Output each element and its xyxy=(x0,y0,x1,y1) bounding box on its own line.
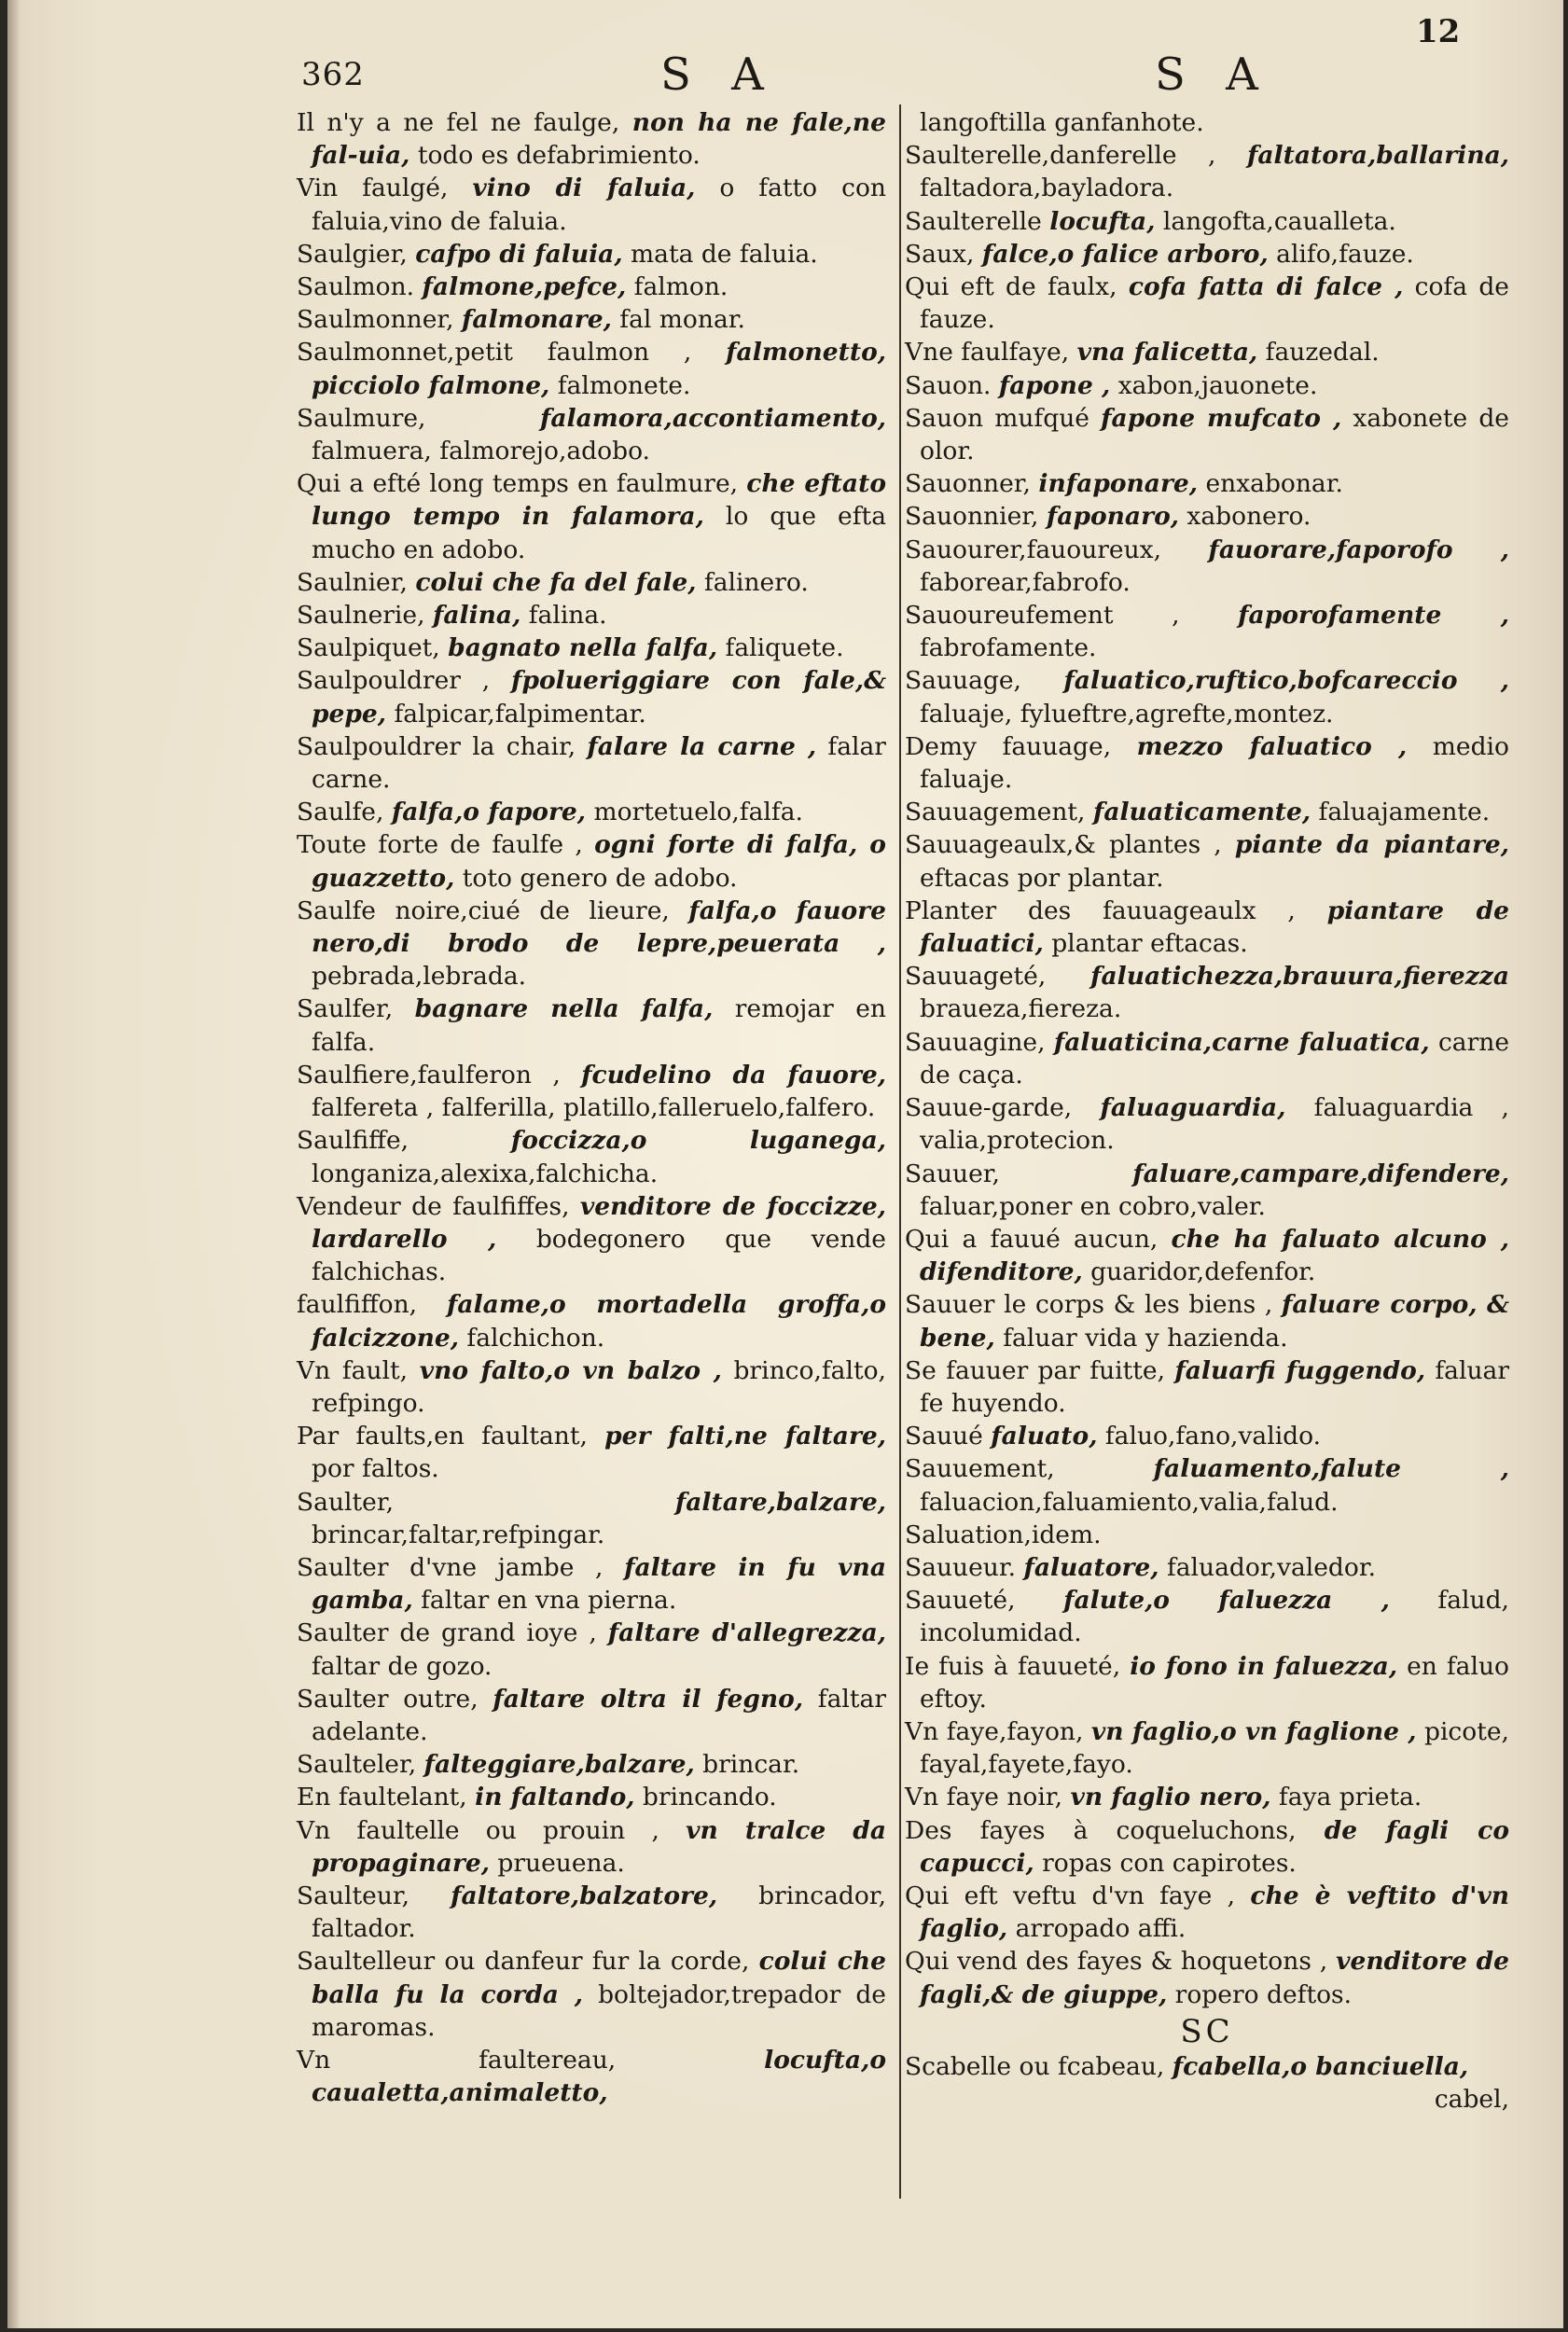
entry-french: Sauonner, xyxy=(905,469,1031,499)
entry-french: Saulter, xyxy=(297,1487,395,1517)
entry-italian: falmonare, xyxy=(462,305,612,335)
dictionary-entry xyxy=(297,796,886,828)
entry-spanish: faltar de gozo. xyxy=(312,1651,493,1681)
entry-french: Se fauuer par fuitte, xyxy=(905,1355,1166,1385)
entry-french: langoftilla ganfanhote. xyxy=(920,108,1204,137)
entry-italian: fauorare,faporofo , xyxy=(1208,534,1509,564)
entry-french: Vn faultelle ou prouin , xyxy=(297,1815,659,1845)
dictionary-entry xyxy=(297,828,886,894)
entry-french: Saulter d'vne jambe , xyxy=(297,1552,604,1582)
entry-italian: vno falto,o vn balzo , xyxy=(419,1355,722,1385)
entry-french: Sauué xyxy=(905,1422,983,1451)
entry-french: Sauourer,fauoureux, xyxy=(905,534,1162,564)
entry-spanish: boltejador,trepador de maromas. xyxy=(312,1979,886,2042)
dictionary-entry xyxy=(905,139,1509,204)
entry-spanish: falfereta , falferilla, platillo,falleruelo,falfero. xyxy=(312,1093,876,1123)
dictionary-entry xyxy=(905,1650,1509,1715)
entry-italian: venditore de fagli,& de giuppe, xyxy=(920,1947,1509,2009)
entry-french: Saulgier, xyxy=(297,239,408,269)
dictionary-entry xyxy=(297,1124,886,1189)
dictionary-entry xyxy=(905,730,1509,796)
dictionary-entry xyxy=(297,599,886,632)
dictionary-entry xyxy=(297,1880,886,1945)
dictionary-entry xyxy=(297,1551,886,1617)
dictionary-entry xyxy=(905,1781,1509,1813)
entry-spanish: xabonete de olor. xyxy=(920,403,1509,466)
entry-italian: faltare,balzare, xyxy=(674,1487,886,1517)
entry-spanish: falmon. xyxy=(633,272,728,302)
entry-italian: faluaticamente, xyxy=(1092,798,1311,827)
dictionary-entry xyxy=(905,599,1509,664)
entry-french: Saulpouldrer la chair, xyxy=(297,731,576,761)
entry-french: Saux, xyxy=(905,239,975,269)
entry-spanish: faltar en vna pierna. xyxy=(421,1586,677,1616)
entry-spanish: mata de faluia. xyxy=(631,239,818,269)
entry-french: Sauuagement, xyxy=(905,798,1086,827)
entry-italian: faluarfi fuggendo, xyxy=(1174,1355,1426,1385)
entry-french: Sauon mufqué xyxy=(905,403,1089,433)
entry-spanish: en faluo eftoy. xyxy=(920,1651,1509,1714)
dictionary-entry xyxy=(905,895,1509,960)
entry-spanish: longaniza,alexixa,falchicha. xyxy=(312,1159,659,1188)
entry-french: Saulterelle,danferelle , xyxy=(905,141,1216,171)
entry-spanish: picote, fayal,fayete,fayo. xyxy=(920,1716,1509,1780)
dictionary-entry xyxy=(297,1945,886,2044)
entry-italian: faltatora,ballarina, xyxy=(1246,141,1509,171)
entry-spanish: fauzedal. xyxy=(1265,338,1380,368)
entry-french: Saulteler, xyxy=(297,1750,417,1780)
entry-french: Saulfer, xyxy=(297,994,394,1024)
dictionary-page xyxy=(7,0,1563,2328)
entry-spanish: alifo,fauze. xyxy=(1276,239,1414,269)
dictionary-entry xyxy=(905,828,1509,894)
entry-spanish: o fatto con faluia,vino de faluia. xyxy=(312,174,886,236)
entry-italian: falfa,o fauore nero,di brodo de lepre,peuerata , xyxy=(312,895,886,959)
dictionary-entry xyxy=(297,238,886,271)
entry-spanish: faltar adelante. xyxy=(312,1684,886,1746)
dictionary-entry xyxy=(905,1551,1509,1584)
dictionary-entry xyxy=(905,960,1509,1025)
spine-shadow xyxy=(7,0,21,2328)
entry-italian: vn faglio,o vn faglione , xyxy=(1090,1716,1417,1746)
entry-french: Sauonnier, xyxy=(905,502,1039,532)
entry-italian: faluare corpo, & bene, xyxy=(920,1290,1509,1353)
dictionary-entry xyxy=(905,1519,1509,1551)
dictionary-entry xyxy=(297,730,886,796)
entry-spanish: faborear,fabrofo. xyxy=(920,567,1131,597)
entry-spanish: ropas con capirotes. xyxy=(1042,1848,1297,1878)
dictionary-entry xyxy=(297,1814,886,1880)
entry-spanish: falpicar,falpimentar. xyxy=(394,699,646,729)
dictionary-entry xyxy=(297,1059,886,1124)
entry-french: Sauue-garde, xyxy=(905,1093,1073,1123)
entry-french: Saulpouldrer , xyxy=(297,666,491,696)
dictionary-entry xyxy=(905,1420,1509,1452)
entry-french: Sauoureufement , xyxy=(905,601,1180,631)
entry-french: Vn faultereau, xyxy=(297,2045,617,2075)
entry-spanish: medio faluaje. xyxy=(920,731,1509,795)
entry-spanish: brincar,faltar,refpingar. xyxy=(312,1520,605,1549)
entry-italian: fapone mufcato , xyxy=(1101,403,1342,433)
dictionary-entry xyxy=(297,271,886,303)
dictionary-entry xyxy=(905,2050,1509,2083)
entry-spanish: langofta,caualleta. xyxy=(1162,206,1396,236)
entry-italian: piantare de faluatici, xyxy=(920,895,1509,959)
entry-italian: fpolueriggiare con fale,& pepe, xyxy=(312,666,886,729)
dictionary-entry xyxy=(905,1223,1509,1288)
dictionary-entry xyxy=(297,566,886,599)
entry-french: Saultelleur ou danfeur fur la corde, xyxy=(297,1947,750,1977)
entry-italian: vna falicetta, xyxy=(1076,338,1258,368)
entry-italian: locufta, xyxy=(1049,206,1156,236)
entry-spanish: falchichon. xyxy=(466,1323,605,1353)
dictionary-entry xyxy=(905,369,1509,402)
entry-french: Sauueté, xyxy=(905,1586,1016,1616)
dictionary-entry xyxy=(297,303,886,336)
entry-french: Sauueur. xyxy=(905,1552,1017,1582)
entry-spanish: falud, incolumidad. xyxy=(920,1586,1509,1648)
entry-italian: falce,o falice arboro, xyxy=(981,239,1269,269)
dictionary-entry xyxy=(905,106,1509,139)
entry-french: Saulmonner, xyxy=(297,305,454,335)
entry-spanish: cofa de fauze. xyxy=(920,272,1509,335)
dictionary-entry xyxy=(297,1190,886,1289)
dictionary-entry xyxy=(297,106,886,172)
running-head-left: S A xyxy=(660,49,777,101)
entry-french: Ie fuis à fauueté, xyxy=(905,1651,1121,1681)
entry-italian: foccizza,o luganega, xyxy=(510,1126,886,1156)
entry-italian: vn faglio nero, xyxy=(1070,1783,1271,1812)
dictionary-entry xyxy=(905,1288,1509,1353)
running-head-right: S A xyxy=(1155,49,1271,101)
entry-spanish: falmonete. xyxy=(557,370,691,400)
entry-spanish: por faltos. xyxy=(312,1454,439,1484)
entry-italian: in faltando, xyxy=(475,1783,635,1812)
entry-italian: falteggiare,balzare, xyxy=(423,1750,695,1780)
entry-spanish: plantar eftacas. xyxy=(1051,929,1248,959)
entry-italian: io fono in faluezza, xyxy=(1130,1651,1398,1681)
entry-french: Saulmonnet,petit faulmon , xyxy=(297,338,692,368)
dictionary-entry xyxy=(905,205,1509,238)
entry-italian: faltare d'allegrezza, xyxy=(607,1618,886,1648)
entry-french: Saulfe noire,ciué de lieure, xyxy=(297,895,670,925)
dictionary-entry xyxy=(297,632,886,664)
entry-spanish: faluar fe huyendo. xyxy=(920,1355,1509,1418)
entry-italian: che eftato lungo tempo in falamora, xyxy=(312,469,886,532)
entry-french: Sauuage, xyxy=(905,666,1021,696)
entry-spanish: faltadora,bayladora. xyxy=(920,174,1174,203)
entry-spanish: xabon,jauonete. xyxy=(1117,370,1318,400)
dictionary-entry xyxy=(905,271,1509,336)
dictionary-entry xyxy=(905,1091,1509,1157)
entry-french: Saluation,idem. xyxy=(905,1520,1102,1549)
dictionary-entry xyxy=(297,2044,886,2109)
dictionary-entry xyxy=(297,402,886,467)
entry-spanish: xabonero. xyxy=(1186,502,1311,532)
entry-italian: falfa,o fapore, xyxy=(391,798,587,827)
entry-french: Saulmon. xyxy=(297,272,415,302)
entry-french: Qui vend des fayes & hoquetons , xyxy=(905,1947,1328,1977)
dictionary-entry xyxy=(297,664,886,729)
entry-spanish: braueza,fiereza. xyxy=(920,994,1122,1024)
entry-french: Saulfiffe, xyxy=(297,1126,409,1156)
entry-italian: infaponare, xyxy=(1038,469,1199,499)
entry-spanish: todo es defabrimiento. xyxy=(417,141,701,171)
entry-italian: faluatico,ruftico,bofcareccio , xyxy=(1063,666,1509,696)
entry-italian: faltatore,balzatore, xyxy=(451,1881,718,1910)
entry-italian: faltare in fu vna gamba, xyxy=(312,1552,886,1616)
entry-french: Qui eft de faulx, xyxy=(905,272,1117,302)
dictionary-entry xyxy=(905,1715,1509,1781)
entry-italian: fapone , xyxy=(998,370,1111,400)
entry-french: faulfiffon, xyxy=(297,1290,418,1320)
dictionary-entry xyxy=(905,402,1509,467)
entry-french: Sauuagine, xyxy=(905,1027,1046,1057)
entry-spanish: enxabonar. xyxy=(1205,469,1343,499)
entry-spanish: brinco,falto, refpingo. xyxy=(312,1355,886,1418)
entry-italian: de fagli co capucci, xyxy=(920,1815,1509,1878)
dictionary-entry xyxy=(905,664,1509,729)
entry-french: Saulfiere,faulferon , xyxy=(297,1060,561,1090)
entry-french: Vn faye,fayon, xyxy=(905,1716,1084,1746)
entry-french: Toute forte de faulfe , xyxy=(297,830,583,860)
entry-italian: bagnare nella falfa, xyxy=(414,994,714,1024)
entry-spanish: brincador, faltador. xyxy=(312,1881,886,1944)
dictionary-entry xyxy=(905,1452,1509,1518)
entry-italian: falare la carne , xyxy=(587,731,817,761)
entry-french: Saulnerie, xyxy=(297,601,425,631)
catchword: cabel, xyxy=(1434,2084,1509,2114)
dictionary-entry xyxy=(905,467,1509,500)
entry-french: Qui eft veftu d'vn faye , xyxy=(905,1881,1236,1910)
entry-french: Saulnier, xyxy=(297,567,408,597)
entry-spanish: fabrofamente. xyxy=(920,633,1097,663)
entry-italian: falmone,pefce, xyxy=(422,272,627,302)
entry-italian: fcabella,o banciuella, xyxy=(1172,2051,1469,2081)
entry-french: Sauon. xyxy=(905,370,992,400)
entry-italian: faporofamente , xyxy=(1238,601,1510,631)
entry-spanish: faluar,poner en cobro,valer. xyxy=(920,1191,1266,1221)
entry-spanish: eftacas por plantar. xyxy=(920,863,1164,893)
entry-spanish: faluajamente. xyxy=(1318,798,1491,827)
dictionary-entry xyxy=(905,500,1509,533)
entry-spanish: prueuena. xyxy=(497,1848,625,1878)
dictionary-entry xyxy=(297,1288,886,1353)
entry-italian: faluaticina,carne faluatica, xyxy=(1053,1027,1430,1057)
entry-spanish: guaridor,defenfor. xyxy=(1090,1257,1316,1287)
entry-french: Saulter outre, xyxy=(297,1684,479,1714)
dictionary-entry xyxy=(905,534,1509,599)
entry-italian: mezzo faluatico , xyxy=(1136,731,1408,761)
entry-italian: locufta,o caualetta,animaletto, xyxy=(312,2045,886,2108)
dictionary-entry xyxy=(297,1748,886,1781)
entry-french: Saulmure, xyxy=(297,403,426,433)
entry-french: Il n'y a ne fel ne faulge, xyxy=(297,108,620,137)
dictionary-entry xyxy=(905,1880,1509,1945)
entry-spanish: ropero deftos. xyxy=(1174,1979,1353,2009)
dictionary-entry xyxy=(905,1026,1509,1091)
entry-spanish: faliquete. xyxy=(725,633,844,663)
entry-italian: colui che balla fu la corda , xyxy=(312,1947,886,2009)
entry-italian: colui che fa del fale, xyxy=(415,567,697,597)
entry-spanish: brincando. xyxy=(642,1783,777,1812)
entry-french: Saulfe, xyxy=(297,798,384,827)
entry-french: Sauuageté, xyxy=(905,962,1047,992)
dictionary-entry xyxy=(905,796,1509,828)
entry-french: Vn fault, xyxy=(297,1355,409,1385)
entry-french: Par faults,en faultant, xyxy=(297,1422,588,1451)
dictionary-entry xyxy=(297,1781,886,1813)
entry-italian: fcudelino da fauore, xyxy=(581,1060,886,1090)
entry-spanish: faluaguardia , valia,protecion. xyxy=(920,1093,1509,1156)
entry-italian: ogni forte di falfa, o guazzetto, xyxy=(312,830,886,893)
entry-french: Vn faye noir, xyxy=(905,1783,1062,1812)
entry-french: Qui a fauué aucun, xyxy=(905,1224,1159,1254)
entry-spanish: faluador,valedor. xyxy=(1166,1552,1377,1582)
entry-italian: che ha faluato alcuno , difenditore, xyxy=(920,1224,1509,1287)
column-divider xyxy=(899,104,901,2199)
dictionary-entry xyxy=(905,1158,1509,1223)
entry-french: Saulter de grand ioye , xyxy=(297,1618,597,1648)
right-column xyxy=(905,106,1509,2116)
entry-spanish: faluaje, fylueftre,agrefte,montez. xyxy=(920,699,1334,729)
entry-french: Saulterelle xyxy=(905,206,1042,236)
entry-spanish: falinero. xyxy=(703,567,809,597)
entry-french: Sauuageaulx,& plantes , xyxy=(905,830,1222,860)
entry-french: Scabelle ou fcabeau, xyxy=(905,2051,1165,2081)
entry-french: Sauuement, xyxy=(905,1454,1055,1484)
dictionary-entry xyxy=(297,992,886,1058)
entry-spanish: arropado affi. xyxy=(1015,1914,1186,1944)
entry-spanish: lo que efta mucho en adobo. xyxy=(312,502,886,564)
entry-italian: falute,o faluezza , xyxy=(1063,1586,1390,1616)
entry-italian: falmonetto, picciolo falmone, xyxy=(312,338,886,400)
entry-italian: vino di faluia, xyxy=(472,174,696,203)
entry-french: Demy fauuage, xyxy=(905,731,1112,761)
entry-french: En faultelant, xyxy=(297,1783,467,1812)
entry-french: Saulteur, xyxy=(297,1881,410,1910)
entry-italian: faluamento,falute , xyxy=(1153,1454,1509,1484)
entry-spanish: remojar en falfa. xyxy=(312,994,886,1057)
entry-spanish: brincar. xyxy=(702,1750,800,1780)
entry-italian: faluaguardia, xyxy=(1100,1093,1286,1123)
dictionary-entry xyxy=(297,336,886,401)
entry-italian: faluato, xyxy=(991,1422,1098,1451)
corner-mark: 12 xyxy=(1416,13,1461,50)
dictionary-entry xyxy=(905,336,1509,368)
entry-italian: faluare,campare,difendere, xyxy=(1132,1159,1509,1188)
entry-french: Qui a efté long temps en faulmure, xyxy=(297,469,739,499)
dictionary-entry xyxy=(297,1420,886,1485)
entry-italian: non ha ne fale,ne fal-uia, xyxy=(312,108,886,171)
entry-italian: cofa fatta di falce , xyxy=(1128,272,1404,302)
entry-spanish: fal monar. xyxy=(619,305,745,335)
entry-french: Planter des fauuageaulx , xyxy=(905,895,1296,925)
entry-french: Sauuer le corps & les biens , xyxy=(905,1290,1273,1320)
dictionary-entry xyxy=(297,1354,886,1420)
dictionary-entry xyxy=(297,1683,886,1748)
entry-french: Saulpiquet, xyxy=(297,633,440,663)
entry-italian: faltare oltra il fegno, xyxy=(493,1684,804,1714)
entry-italian: cafpo di faluia, xyxy=(415,239,623,269)
page-number: 362 xyxy=(301,56,365,93)
entry-french: Vne faulfaye, xyxy=(905,338,1070,368)
entry-french: Vin faulgé, xyxy=(297,174,449,203)
entry-italian: faluatichezza,brauura,fierezza xyxy=(1090,962,1509,992)
left-column xyxy=(297,106,886,2109)
entry-spanish: carne de caça. xyxy=(920,1027,1509,1090)
entry-french: Vendeur de faulfiffes, xyxy=(297,1191,570,1221)
entry-spanish: falina. xyxy=(528,601,607,631)
entry-spanish: bodegonero que vende falchichas. xyxy=(312,1224,886,1287)
dictionary-entry xyxy=(297,1486,886,1551)
dictionary-entry xyxy=(297,1617,886,1682)
entry-italian: falamora,accontiamento, xyxy=(539,403,886,433)
section-heading: SC xyxy=(1180,2012,1234,2050)
entry-spanish: falar carne. xyxy=(312,731,886,795)
entry-french: Sauuer, xyxy=(905,1159,1000,1188)
entry-spanish: mortetuelo,falfa. xyxy=(593,798,803,827)
entry-spanish: pebrada,lebrada. xyxy=(312,962,527,992)
dictionary-entry xyxy=(905,1945,1509,2010)
entry-italian: faponaro, xyxy=(1046,502,1179,532)
entry-italian: venditore de foccizze, lardarello , xyxy=(312,1191,887,1254)
dictionary-entry xyxy=(905,1584,1509,1649)
entry-italian: vn tralce da propaginare, xyxy=(312,1815,886,1878)
dictionary-entry xyxy=(905,1354,1509,1420)
entry-spanish: falmuera, falmorejo,adobo. xyxy=(312,437,650,466)
dictionary-entry xyxy=(905,1814,1509,1880)
entry-italian: per falti,ne faltare, xyxy=(604,1422,886,1451)
entry-italian: piante da piantare, xyxy=(1234,830,1509,860)
dictionary-entry xyxy=(905,238,1509,271)
entry-french: Des fayes à coqueluchons, xyxy=(905,1815,1297,1845)
entry-spanish: toto genero de adobo. xyxy=(462,863,738,893)
entry-spanish: faluacion,faluamiento,valia,falud. xyxy=(920,1487,1339,1517)
entry-italian: che è veftito d'vn faglio, xyxy=(920,1881,1509,1944)
dictionary-entry xyxy=(297,172,886,237)
dictionary-entry xyxy=(297,895,886,993)
entry-spanish: faluar vida y hazienda. xyxy=(1003,1323,1288,1353)
entry-italian: falame,o mortadella groffa,o falcizzone, xyxy=(312,1290,886,1353)
entry-italian: bagnato nella falfa, xyxy=(448,633,718,663)
entry-italian: faluatore, xyxy=(1023,1552,1159,1582)
entry-spanish: faya prieta. xyxy=(1278,1783,1422,1812)
entry-spanish: faluo,fano,valido. xyxy=(1104,1422,1322,1451)
dictionary-entry xyxy=(297,467,886,566)
entry-italian: falina, xyxy=(432,601,521,631)
